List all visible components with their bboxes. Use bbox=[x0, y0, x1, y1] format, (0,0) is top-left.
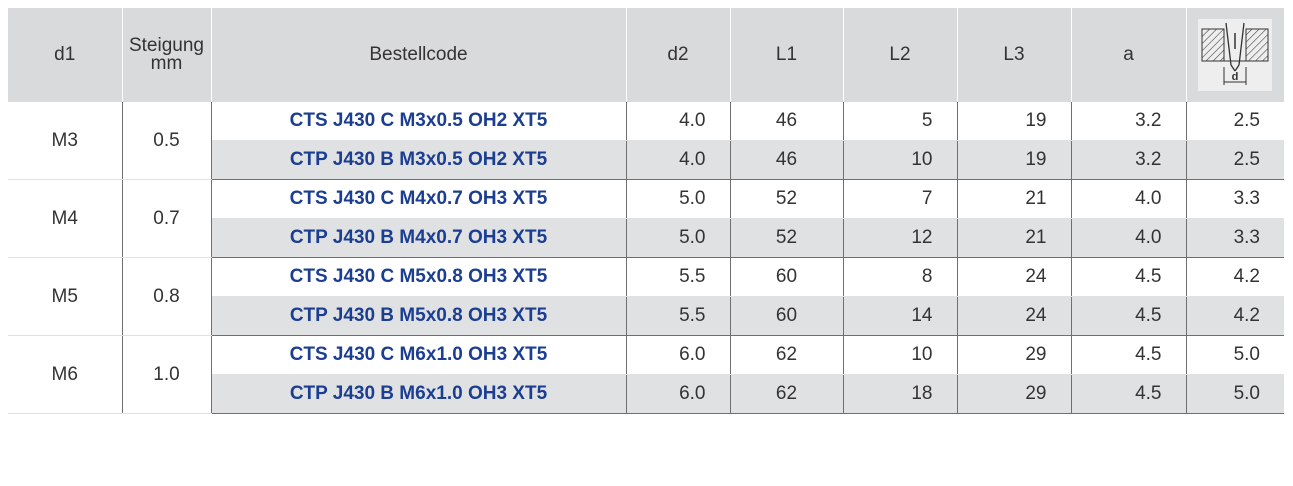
header-steigung-unit: mm bbox=[150, 53, 183, 74]
cell-d: 4.2 bbox=[1186, 258, 1284, 297]
cell-d2: 5.0 bbox=[626, 219, 730, 258]
cell-d1: M3 bbox=[8, 102, 122, 180]
cell-d: 2.5 bbox=[1186, 141, 1284, 180]
thread-diameter-diagram-icon bbox=[1198, 19, 1272, 91]
cell-a: 4.5 bbox=[1071, 297, 1186, 336]
cell-l2: 14 bbox=[843, 297, 957, 336]
cell-d: 5.0 bbox=[1186, 336, 1284, 375]
order-code: CTS J430 C M6x1.0 OH3 XT5 bbox=[211, 336, 626, 375]
cell-l2: 5 bbox=[843, 102, 957, 141]
cell-d: 4.2 bbox=[1186, 297, 1284, 336]
order-code: CTP J430 B M4x0.7 OH3 XT5 bbox=[211, 219, 626, 258]
header-d1: d1 bbox=[8, 8, 122, 102]
table-row bbox=[8, 258, 1284, 297]
cell-l1: 52 bbox=[730, 180, 843, 219]
header-a: a bbox=[1071, 8, 1186, 102]
header-thread-diagram bbox=[1186, 8, 1284, 102]
cell-l3: 21 bbox=[957, 180, 1071, 219]
table-header bbox=[8, 8, 1284, 102]
cell-d2: 5.5 bbox=[626, 258, 730, 297]
header-steigung bbox=[122, 8, 211, 102]
cell-d: 5.0 bbox=[1186, 375, 1284, 414]
cell-d: 2.5 bbox=[1186, 102, 1284, 141]
cell-l3: 29 bbox=[957, 375, 1071, 414]
cell-d2: 5.5 bbox=[626, 297, 730, 336]
thread-diagram-d-label: d bbox=[1231, 71, 1239, 83]
tap-specification-table bbox=[8, 8, 1284, 414]
cell-l1: 62 bbox=[730, 375, 843, 414]
cell-l3: 29 bbox=[957, 336, 1071, 375]
header-l2: L2 bbox=[843, 8, 957, 102]
cell-a: 4.5 bbox=[1071, 258, 1186, 297]
table-body bbox=[8, 102, 1284, 414]
cell-l3: 19 bbox=[957, 141, 1071, 180]
cell-l3: 24 bbox=[957, 258, 1071, 297]
cell-d2: 6.0 bbox=[626, 336, 730, 375]
cell-d: 3.3 bbox=[1186, 219, 1284, 258]
cell-d2: 6.0 bbox=[626, 375, 730, 414]
cell-steigung: 1.0 bbox=[122, 336, 211, 414]
header-row bbox=[8, 8, 1284, 102]
cell-l2: 10 bbox=[843, 336, 957, 375]
cell-d2: 4.0 bbox=[626, 102, 730, 141]
cell-l1: 62 bbox=[730, 336, 843, 375]
header-l3: L3 bbox=[957, 8, 1071, 102]
cell-a: 4.0 bbox=[1071, 219, 1186, 258]
cell-l3: 19 bbox=[957, 102, 1071, 141]
table-row bbox=[8, 336, 1284, 375]
cell-a: 4.5 bbox=[1071, 336, 1186, 375]
order-code: CTS J430 C M5x0.8 OH3 XT5 bbox=[211, 258, 626, 297]
header-l1: L1 bbox=[730, 8, 843, 102]
cell-d: 3.3 bbox=[1186, 180, 1284, 219]
order-code: CTP J430 B M5x0.8 OH3 XT5 bbox=[211, 297, 626, 336]
cell-a: 3.2 bbox=[1071, 102, 1186, 141]
cell-d2: 4.0 bbox=[626, 141, 730, 180]
cell-l2: 18 bbox=[843, 375, 957, 414]
cell-steigung: 0.8 bbox=[122, 258, 211, 336]
order-code: CTP J430 B M3x0.5 OH2 XT5 bbox=[211, 141, 626, 180]
cell-d1: M4 bbox=[8, 180, 122, 258]
order-code: CTS J430 C M3x0.5 OH2 XT5 bbox=[211, 102, 626, 141]
header-d2: d2 bbox=[626, 8, 730, 102]
cell-l2: 12 bbox=[843, 219, 957, 258]
order-code: CTP J430 B M6x1.0 OH3 XT5 bbox=[211, 375, 626, 414]
cell-steigung: 0.5 bbox=[122, 102, 211, 180]
cell-a: 4.5 bbox=[1071, 375, 1186, 414]
order-code: CTS J430 C M4x0.7 OH3 XT5 bbox=[211, 180, 626, 219]
cell-l1: 46 bbox=[730, 102, 843, 141]
cell-l1: 52 bbox=[730, 219, 843, 258]
cell-d1: M5 bbox=[8, 258, 122, 336]
cell-a: 4.0 bbox=[1071, 180, 1186, 219]
cell-l1: 60 bbox=[730, 258, 843, 297]
table-row bbox=[8, 102, 1284, 141]
table-row bbox=[8, 180, 1284, 219]
cell-a: 3.2 bbox=[1071, 141, 1186, 180]
cell-steigung: 0.7 bbox=[122, 180, 211, 258]
header-steigung-label: Steigung bbox=[128, 35, 204, 56]
cell-l3: 24 bbox=[957, 297, 1071, 336]
cell-l2: 10 bbox=[843, 141, 957, 180]
cell-l3: 21 bbox=[957, 219, 1071, 258]
cell-d2: 5.0 bbox=[626, 180, 730, 219]
cell-l1: 60 bbox=[730, 297, 843, 336]
cell-l1: 46 bbox=[730, 141, 843, 180]
cell-d1: M6 bbox=[8, 336, 122, 414]
cell-l2: 7 bbox=[843, 180, 957, 219]
cell-l2: 8 bbox=[843, 258, 957, 297]
header-bestellcode: Bestellcode bbox=[211, 8, 626, 102]
